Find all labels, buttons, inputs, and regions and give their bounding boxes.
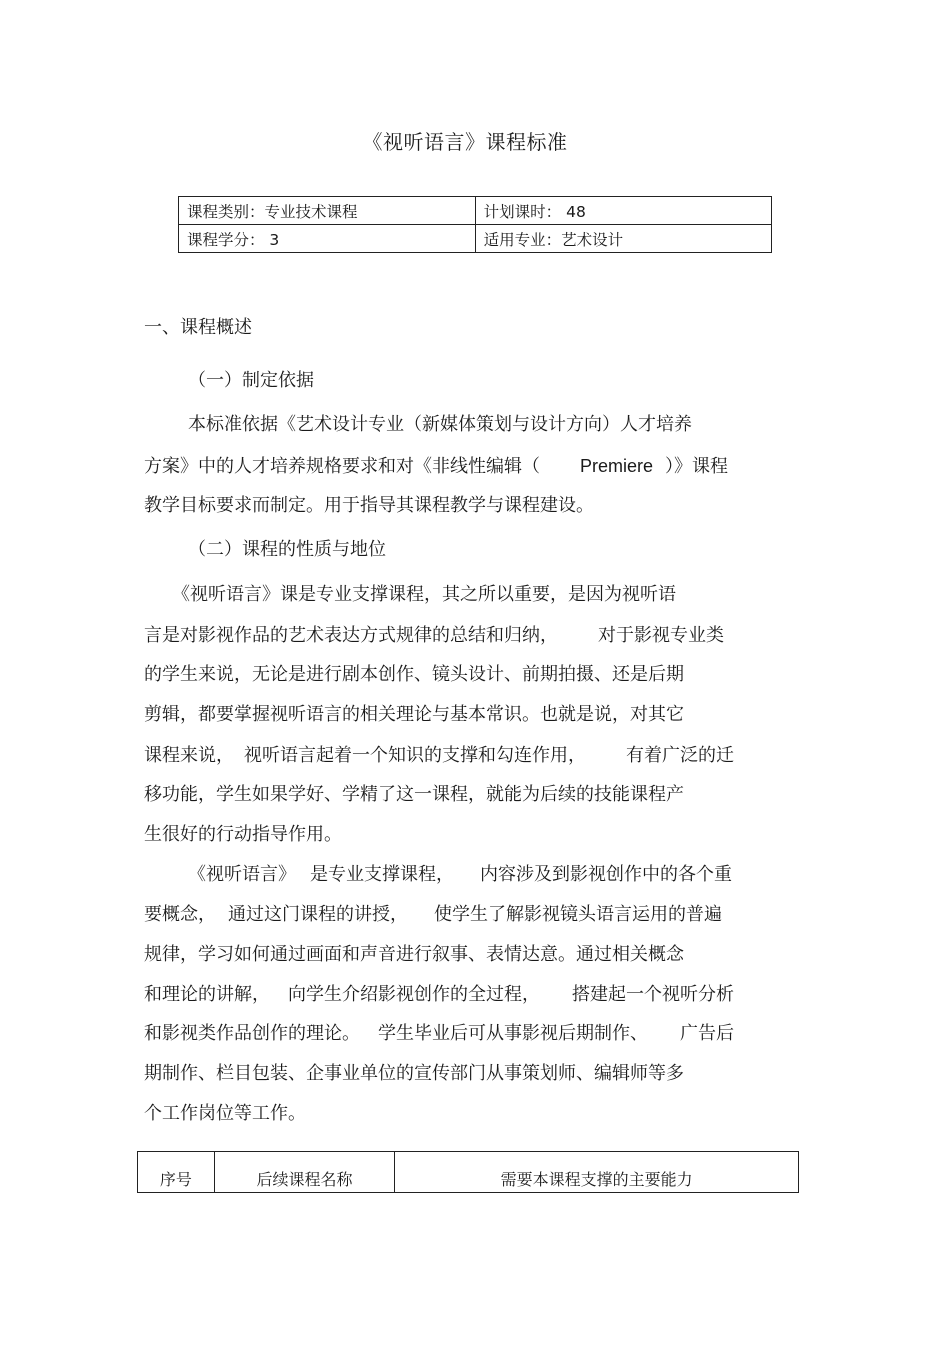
paragraph-line (144, 1022, 734, 1046)
paragraph-line (144, 983, 734, 1007)
paragraph-text: 对于影视专业类 (598, 625, 724, 646)
paragraph-text: 有着广泛的迁 (626, 745, 734, 766)
support-courses-table (137, 1151, 799, 1193)
paragraph-line: 剪辑，都要掌握视听语言的相关理论与基本常识。也就是说，对其它 (144, 704, 684, 725)
paragraph-text: 搭建起一个视听分析 (572, 984, 734, 1005)
paragraph-line (188, 863, 732, 887)
planned-hours-cell: 计划课时： 48 (475, 197, 771, 225)
paragraph-text: 是专业支撑课程， (310, 864, 454, 885)
page-title: 《视听语言》课程标准 (362, 130, 568, 154)
paragraph-line: 移功能，学生如果学好、学精了这一课程，就能为后续的技能课程产 (144, 784, 684, 805)
course-category-cell: 课程类别：专业技术课程 (179, 197, 476, 225)
subsection-heading-nature: （二）课程的性质与地位 (188, 539, 386, 560)
paragraph-line: 的学生来说，无论是进行剧本创作、镜头设计、前期拍摄、还是后期 (144, 664, 684, 685)
subsection-heading-basis: （一）制定依据 (188, 370, 314, 391)
paragraph-line (144, 903, 722, 927)
paragraph-line: 教学目标要求而制定。用于指导其课程教学与课程建设。 (144, 495, 594, 516)
paragraph-text: 内容涉及到影视创作中的各个重 (480, 864, 732, 885)
paragraph-line (144, 454, 728, 479)
column-header-course-name: 后续课程名称 (214, 1152, 394, 1193)
paragraph-text: 和影视类作品创作的理论。 (144, 1023, 360, 1044)
applicable-major-cell: 适用专业：艺术设计 (475, 225, 771, 253)
paragraph-text: 广告后 (680, 1023, 734, 1044)
paragraph-text: 课程来说， (144, 745, 234, 766)
paragraph-line: 个工作岗位等工作。 (144, 1103, 306, 1124)
paragraph-line: 期制作、栏目包装、企事业单位的宣传部门从事策划师、编辑师等多 (144, 1063, 684, 1084)
paragraph-line (144, 624, 724, 648)
paragraph-text: 方案》中的人才培养规格要求和对《非线性编辑（ (144, 456, 540, 477)
column-header-required-ability: 需要本课程支撑的主要能力 (395, 1152, 799, 1193)
paragraph-line: 本标准依据《艺术设计专业（新媒体策划与设计方向）人才培养 (188, 414, 692, 435)
paragraph-text: 《视听语言》 (188, 864, 296, 885)
course-info-table (178, 196, 772, 253)
paragraph-text: 学生毕业后可从事影视后期制作、 (378, 1023, 648, 1044)
paragraph-line: 规律，学习如何通过画面和声音进行叙事、表情达意。通过相关概念 (144, 944, 684, 965)
paragraph-text: 和理论的讲解， (144, 984, 270, 1005)
paragraph-text: 通过这门课程的讲授， (228, 904, 408, 925)
paragraph-text: 向学生介绍影视创作的全过程， (288, 984, 540, 1005)
paragraph-text: 言是对影视作品的艺术表达方式规律的总结和归纳， (144, 625, 558, 646)
table-header-row (138, 1152, 799, 1193)
paragraph-text: 视听语言起着一个知识的支撑和勾连作用， (244, 745, 586, 766)
paragraph-text: 要概念， (144, 904, 216, 925)
paragraph-line (144, 744, 734, 768)
section-heading-overview: 一、课程概述 (144, 317, 252, 338)
paragraph-text: 使学生了解影视镜头语言运用的普遍 (434, 904, 722, 925)
table-row (179, 225, 772, 253)
paragraph-line: 生很好的行动指导作用。 (144, 824, 342, 845)
table-row (179, 197, 772, 225)
paragraph-line: 《视听语言》课是专业支撑课程，其之所以重要，是因为视听语 (172, 584, 676, 605)
paragraph-text: ）》课程 (665, 456, 729, 477)
paragraph-text: Premiere (580, 456, 654, 476)
course-credits-cell: 课程学分： 3 (179, 225, 476, 253)
column-header-index: 序号 (138, 1152, 215, 1193)
